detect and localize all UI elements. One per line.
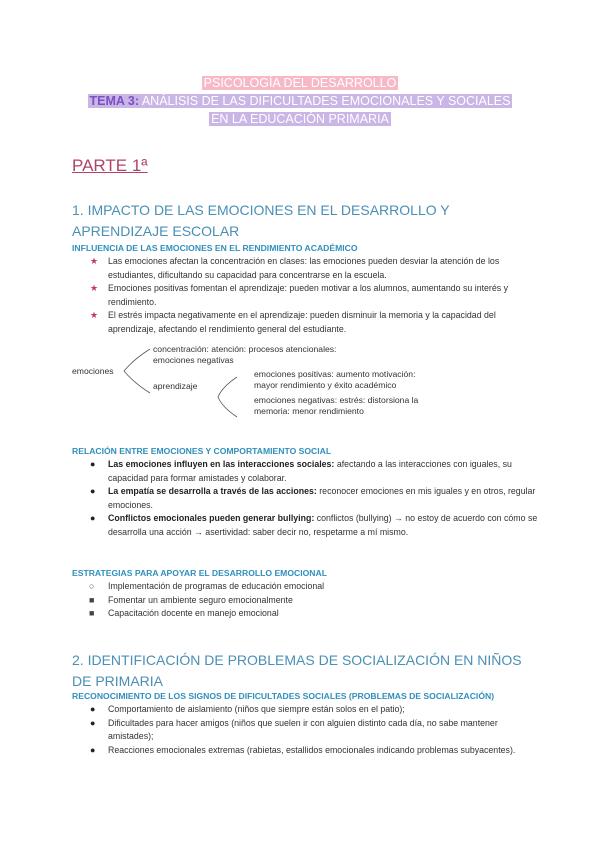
star-bullet-icon: ★ [90, 256, 99, 266]
parte-heading: PARTE 1ª [72, 156, 148, 175]
star-bullet-icon: ★ [90, 283, 99, 293]
tema-title-text: ANÁLISIS DE LAS DIFICULTADES EMOCIONALES Y SOCIALES [141, 94, 511, 108]
list-item: ● Comportamiento de aislamiento (niños que siempre están solos en el patio); [108, 703, 538, 717]
section2-sub1-list [90, 703, 538, 757]
section1-sub3-heading: ESTRATEGIAS PARA APOYAR EL DESARROLLO EMOCIONAL [72, 568, 327, 578]
diagram-root: emociones [72, 366, 114, 376]
bullet-circle-icon: ○ [89, 581, 95, 591]
emotions-diagram [72, 343, 492, 423]
bullet-dot-icon: ● [90, 513, 96, 523]
diagram-leaf1: emociones positivas: aumento motivación: mayor rendimiento y éxito académico [254, 369, 416, 390]
section1-sub1-list [90, 255, 538, 336]
list-item: ★ El estrés impacta negativamente en el aprendizaje: pueden disminuir la memoria y la capacidad del aprendizaje, afectando el rendimiento general del estudiante. [90, 310, 496, 334]
list-item: ● Conflictos emocionales pueden generar bullying: conflictos (bullying) → no estoy de acuerdo con cómo se desarrolla una acción → asertividad: saber decir no, respetarme a mí mismo. [90, 513, 538, 537]
section1-sub2-list [90, 458, 538, 539]
section1-sub2-heading: RELACIÓN ENTRE EMOCIONES Y COMPORTAMIENTO SOCIAL [72, 446, 332, 456]
list-item: ■ Capacitación docente en manejo emocional [108, 607, 538, 621]
section1-sub1-heading: INFLUENCIA DE LAS EMOCIONES EN EL RENDIMIENTO ACADÉMICO [72, 243, 358, 253]
list-item: ★ Las emociones afectan la concentración en clases: las emociones pueden desviar la atención de los estudiantes, dificultando su capacidad para concentrarse en la escuela. [90, 256, 500, 280]
diagram-leaf2: emociones negativas: estrés: distorsiona la memoria: menor rendimiento [254, 395, 419, 416]
list-item: ● La empatía se desarrolla a través de las acciones: reconocer emociones en mis iguales y en otros, regular emociones. [90, 486, 536, 510]
bullet-dot-icon: ● [90, 704, 96, 714]
star-bullet-icon: ★ [90, 310, 99, 320]
bullet-square-icon: ■ [89, 608, 95, 618]
list-item: ○ Implementación de programas de educación emocional [108, 580, 538, 594]
diagram-branch2: aprendizaje [153, 381, 198, 391]
bullet-dot-icon: ● [90, 717, 96, 728]
bullet-square-icon: ■ [89, 594, 95, 605]
subject-title: PSICOLOGÍA DEL DESARROLLO [203, 76, 397, 90]
section2-title: 2. IDENTIFICACIÓN DE PROBLEMAS DE SOCIALIZACIÓN EN NIÑOS DE PRIMARIA [72, 652, 522, 689]
bullet-dot-icon: ● [90, 744, 96, 755]
list-item: ● Las emociones influyen en las interacciones sociales: afectando a las interacciones con iguales, su capacidad para formar amistades y colaborar. [90, 459, 512, 483]
section2-sub1-heading: RECONOCIMIENTO DE LOS SIGNOS DE DIFICULTADES SOCIALES (PROBLEMAS DE SOCIALIZACIÓN) [72, 691, 495, 701]
tema-title-line1 [88, 94, 513, 108]
section1-title: 1. IMPACTO DE LAS EMOCIONES EN EL DESARROLLO Y APRENDIZAJE ESCOLAR [72, 202, 450, 239]
tema-prefix: TEMA 3: [89, 94, 140, 108]
document-header [0, 74, 600, 128]
diagram-branch1: concentración: atención: procesos atencionales: emociones negativas [153, 344, 337, 365]
tema-title-line2: EN LA EDUCACIÓN PRIMARIA [211, 112, 389, 126]
list-item: ■ Fomentar un ambiente seguro emocionalmente [108, 594, 538, 608]
list-item: ★ Emociones positivas fomentan el aprendizaje: pueden motivar a los alumnos, aumentando su interés y rendimiento. [90, 283, 508, 307]
list-item: ● Reacciones emocionales extremas (rabietas, estallidos emocionales indicando problemas subyacentes). [108, 744, 538, 758]
bullet-dot-icon: ● [90, 486, 96, 496]
bullet-dot-icon: ● [90, 459, 96, 469]
list-item: ● Dificultades para hacer amigos (niños que suelen ir con alguien distinto cada día, no sabe mantener amistades); [90, 717, 498, 741]
section1-sub3-list [89, 580, 538, 621]
